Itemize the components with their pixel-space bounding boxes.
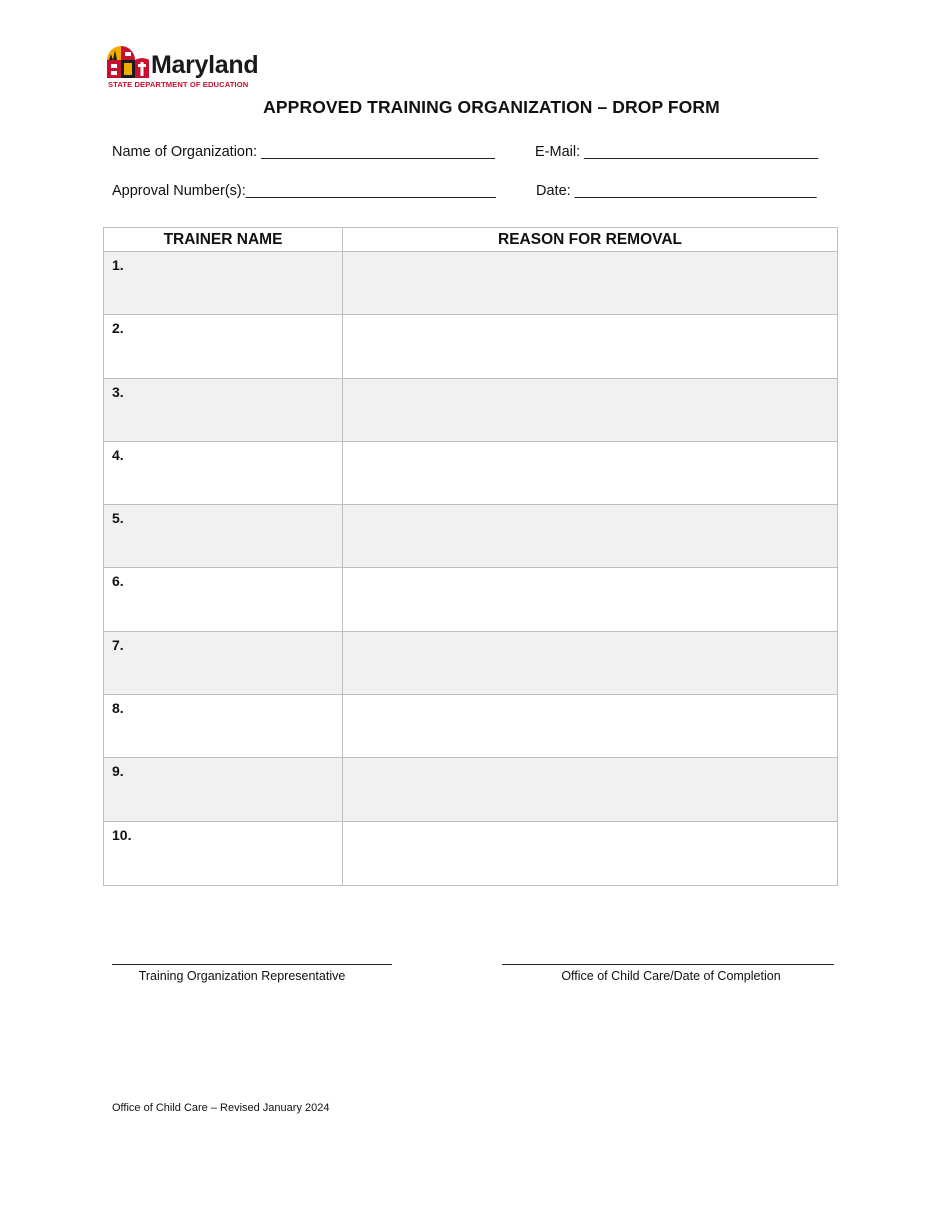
office-signature-line[interactable] <box>502 964 834 965</box>
reason-cell[interactable] <box>343 695 837 757</box>
table-row <box>104 379 837 442</box>
trainer-name-cell[interactable]: 1. <box>104 252 343 314</box>
table-row <box>104 632 837 695</box>
table-row <box>104 252 837 315</box>
office-signature-label: Office of Child Care/Date of Completion <box>561 969 781 983</box>
table-row <box>104 442 837 505</box>
maryland-flag-icon <box>107 46 149 78</box>
trainer-name-cell[interactable]: 6. <box>104 568 343 630</box>
reason-cell[interactable] <box>343 379 837 441</box>
reason-cell[interactable] <box>343 442 837 504</box>
header-reason-for-removal: REASON FOR REMOVAL <box>498 231 682 248</box>
trainer-name-cell[interactable]: 4. <box>104 442 343 504</box>
table-row <box>104 568 837 631</box>
logo-wordmark: Maryland <box>151 51 259 79</box>
reason-cell[interactable] <box>343 315 837 377</box>
date-field[interactable]: Date: ______________________________ <box>536 183 817 199</box>
form-title: APPROVED TRAINING ORGANIZATION – DROP FORM <box>263 97 720 117</box>
reason-cell[interactable] <box>343 632 837 694</box>
maryland-msde-logo <box>107 46 307 92</box>
reason-cell[interactable] <box>343 505 837 567</box>
footer-revision-note: Office of Child Care – Revised January 2024 <box>112 1102 330 1114</box>
reason-cell[interactable] <box>343 822 837 885</box>
approval-number-field[interactable]: Approval Number(s):_______________________________ <box>112 183 496 199</box>
organization-field[interactable]: Name of Organization: _____________________________ <box>112 144 495 160</box>
table-header <box>104 228 837 252</box>
logo-subtitle: STATE DEPARTMENT OF EDUCATION <box>108 80 249 89</box>
table-row <box>104 315 837 378</box>
reason-cell[interactable] <box>343 758 837 820</box>
table-row <box>104 758 837 821</box>
trainer-name-cell[interactable]: 2. <box>104 315 343 377</box>
trainer-name-cell[interactable]: 9. <box>104 758 343 820</box>
table-row <box>104 695 837 758</box>
table-row <box>104 822 837 885</box>
trainer-name-cell[interactable]: 7. <box>104 632 343 694</box>
reason-cell[interactable] <box>343 252 837 314</box>
reason-cell[interactable] <box>343 568 837 630</box>
representative-signature-label: Training Organization Representative <box>138 969 346 983</box>
representative-signature-line[interactable] <box>112 964 392 965</box>
email-field[interactable]: E-Mail: _____________________________ <box>535 144 819 160</box>
trainer-name-cell[interactable]: 5. <box>104 505 343 567</box>
header-trainer-name: TRAINER NAME <box>104 228 343 251</box>
trainer-name-cell[interactable]: 3. <box>104 379 343 441</box>
table-row <box>104 505 837 568</box>
trainer-name-cell[interactable]: 8. <box>104 695 343 757</box>
trainer-name-cell[interactable]: 10. <box>104 822 343 885</box>
trainer-removal-table <box>103 227 838 886</box>
